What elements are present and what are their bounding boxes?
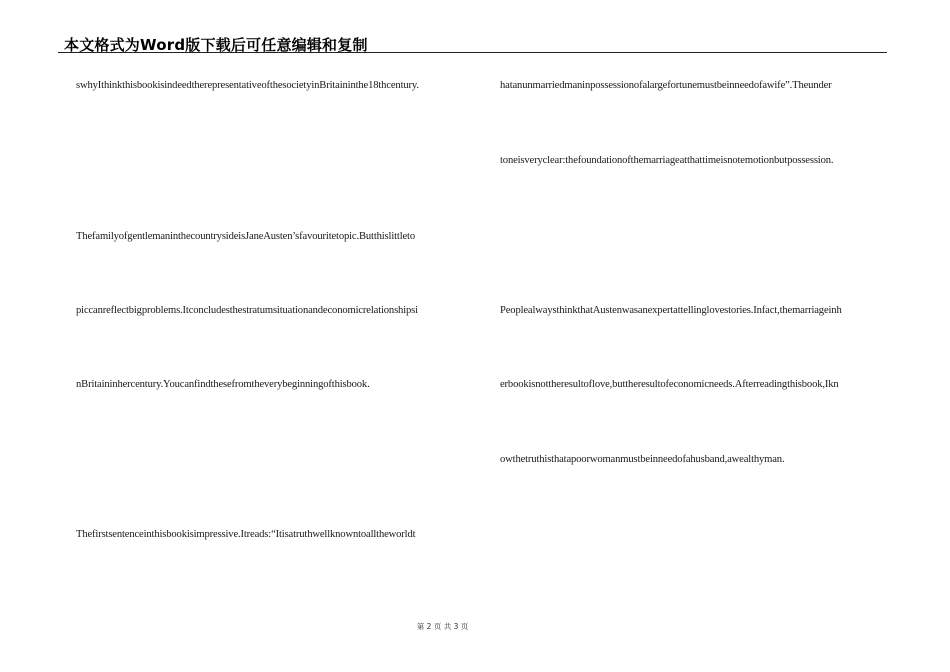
- left-paragraph-line: swhyIthinkthisbookisindeedtherepresentativeofthesocietyinBritaininthe18thcentury.: [76, 80, 419, 91]
- page-number-footer: 第 2 页 共 3 页: [416, 622, 469, 631]
- header-divider: [58, 52, 887, 53]
- right-paragraph-line: PeoplealwaysthinkthatAustenwasanexpertattellinglovestories.Infact,themarriageinh: [500, 305, 842, 316]
- right-paragraph-line: erbookisnottheresultoflove,buttheresultofeconomicneeds.Afterreadingthisbook,Ikn: [500, 379, 839, 390]
- left-paragraph-line: piccanreflectbigproblems.Itconcludesthestratumsituationandeconomicrelationshipsi: [76, 305, 418, 316]
- left-paragraph-line: nBritaininhercentury.Youcanfindthesefromtheverybeginningofthisbook.: [76, 379, 370, 390]
- right-paragraph-line: owthetruthisthatapoorwomanmustbeinneedofahusband,awealthyman.: [500, 454, 785, 465]
- left-paragraph-line: Thefirstsentenceinthisbookisimpressive.Itreads:“Itisatruthwellknowntoalltheworldt: [76, 529, 416, 540]
- left-paragraph-line: ThefamilyofgentlemaninthecountrysideisJaneAusten’sfavouritetopic.Butthislittleto: [76, 231, 415, 242]
- right-paragraph-line: hatanunmarriedmaninpossessionofalargefortunemustbeinneedofawife”.Theunder: [500, 80, 832, 91]
- document-header-title: 本文格式为Word版下载后可任意编辑和复制: [64, 36, 368, 54]
- right-paragraph-line: toneisveryclear:thefoundationofthemarriageatthattimeisnotemotionbutpossession.: [500, 155, 834, 166]
